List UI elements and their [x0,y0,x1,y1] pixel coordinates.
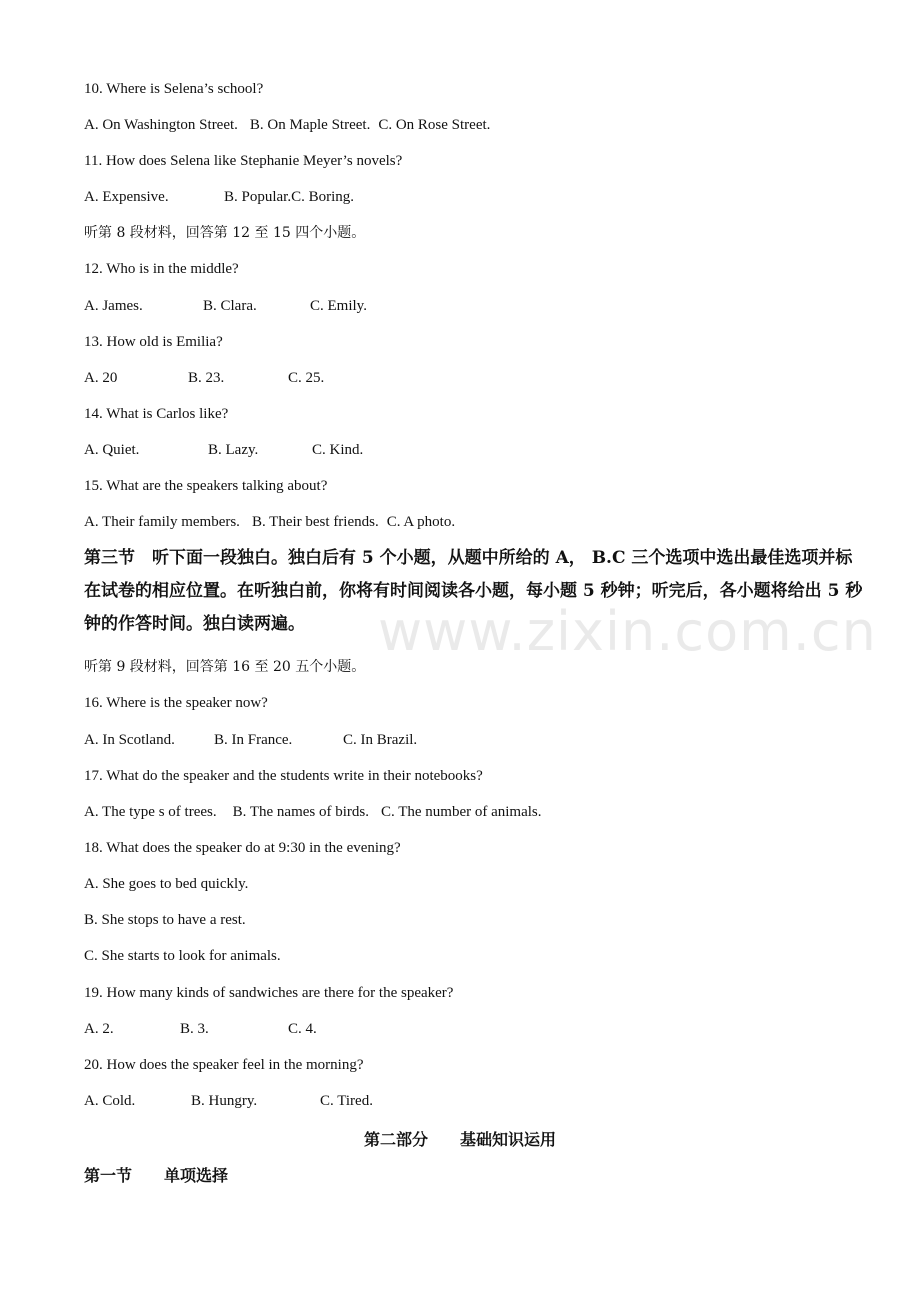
option-a: A. James. [84,298,143,314]
option-c: C. 25. [288,370,325,386]
question-12: 12. Who is in the middle? [84,261,239,277]
question-13: 13. How old is Emilia? [84,334,223,350]
part-2-heading: 第二部分 基础知识运用 [363,1130,556,1149]
options-13 [84,368,324,388]
question-11: 11. How does Selena like Stephanie Meyer’s novels? [84,153,403,169]
question-16: 16. Where is the speaker now? [84,695,268,711]
question-10: 10. Where is Selena’s school? [84,81,264,97]
option-b: B. 3. [180,1021,209,1037]
option-c: C. A photo. [386,514,456,530]
section-3-instructions: 第三节 听下面一段独白。独白后有 5 个小题，从题中所给的 A， B.C 三个选项中选出最佳选项并标在试卷的相应位置。在听独白前，你将有时间阅读各小题，每小题 5 秒钟；听完后，各小题将给出 5 秒钟的作答时间。独白读两遍。 [84,548,863,634]
option-b: B. The names of birds. [232,804,369,820]
options-17 [84,802,542,822]
question-18: 18. What does the speaker do at 9:30 in the evening? [84,840,401,856]
options-11 [84,187,354,207]
option-c: C. On Rose Street. [378,117,491,133]
option-b: B. Hungry. [191,1093,258,1109]
instruction-9: 听第 9 段材料，回答第 16 至 20 五个小题。 [84,659,366,675]
question-20: 20. How does the speaker feel in the morning? [84,1057,364,1073]
option-a: A. The type s of trees. [84,804,217,820]
options-19 [84,1019,317,1039]
option-c: C. Emily. [310,298,367,314]
question-19: 19. How many kinds of sandwiches are there for the speaker? [84,985,454,1001]
option-b: B. On Maple Street. [249,117,371,133]
options-10 [84,115,490,135]
watermark: www.zixin.com.cn [378,600,877,663]
option-b: B. Lazy. [208,442,259,458]
question-14: 14. What is Carlos like? [84,406,229,422]
option-18-a: A. She goes to bed quickly. [84,876,249,892]
option-b: B. In France. [214,732,293,748]
option-18-b: B. She stops to have a rest. [84,912,246,928]
option-b: B. Their best friends. [251,514,379,530]
option-a: A. 2. [84,1021,114,1037]
option-a: A. Their family members. [84,514,240,530]
option-c: C. The number of animals. [380,804,542,820]
options-20 [84,1091,373,1111]
options-15 [84,512,455,532]
instruction-8: 听第 8 段材料，回答第 12 至 15 四个小题。 [84,225,366,241]
option-b: B. Clara. [203,298,257,314]
option-c: C. Kind. [312,442,364,458]
options-14 [84,440,363,460]
option-b: B. 23. [188,370,225,386]
option-c: C. In Brazil. [343,732,418,748]
option-a: A. In Scotland. [84,732,175,748]
section-1-heading: 第一节 单项选择 [84,1166,229,1185]
question-17: 17. What do the speaker and the students write in their notebooks? [84,768,483,784]
options-16 [84,730,417,750]
options-12 [84,296,367,316]
option-c: C. Tired. [320,1093,373,1109]
option-c: C. 4. [288,1021,317,1037]
option-a: A. Cold. [84,1093,136,1109]
question-15: 15. What are the speakers talking about? [84,478,328,494]
option-a: A. On Washington Street. [84,117,238,133]
option-a: A. Quiet. [84,442,140,458]
option-a: A. Expensive. [84,189,169,205]
option-18-c: C. She starts to look for animals. [84,948,281,964]
option-a: A. 20 [84,370,118,386]
option-bc: B. Popular.C. Boring. [224,189,355,205]
